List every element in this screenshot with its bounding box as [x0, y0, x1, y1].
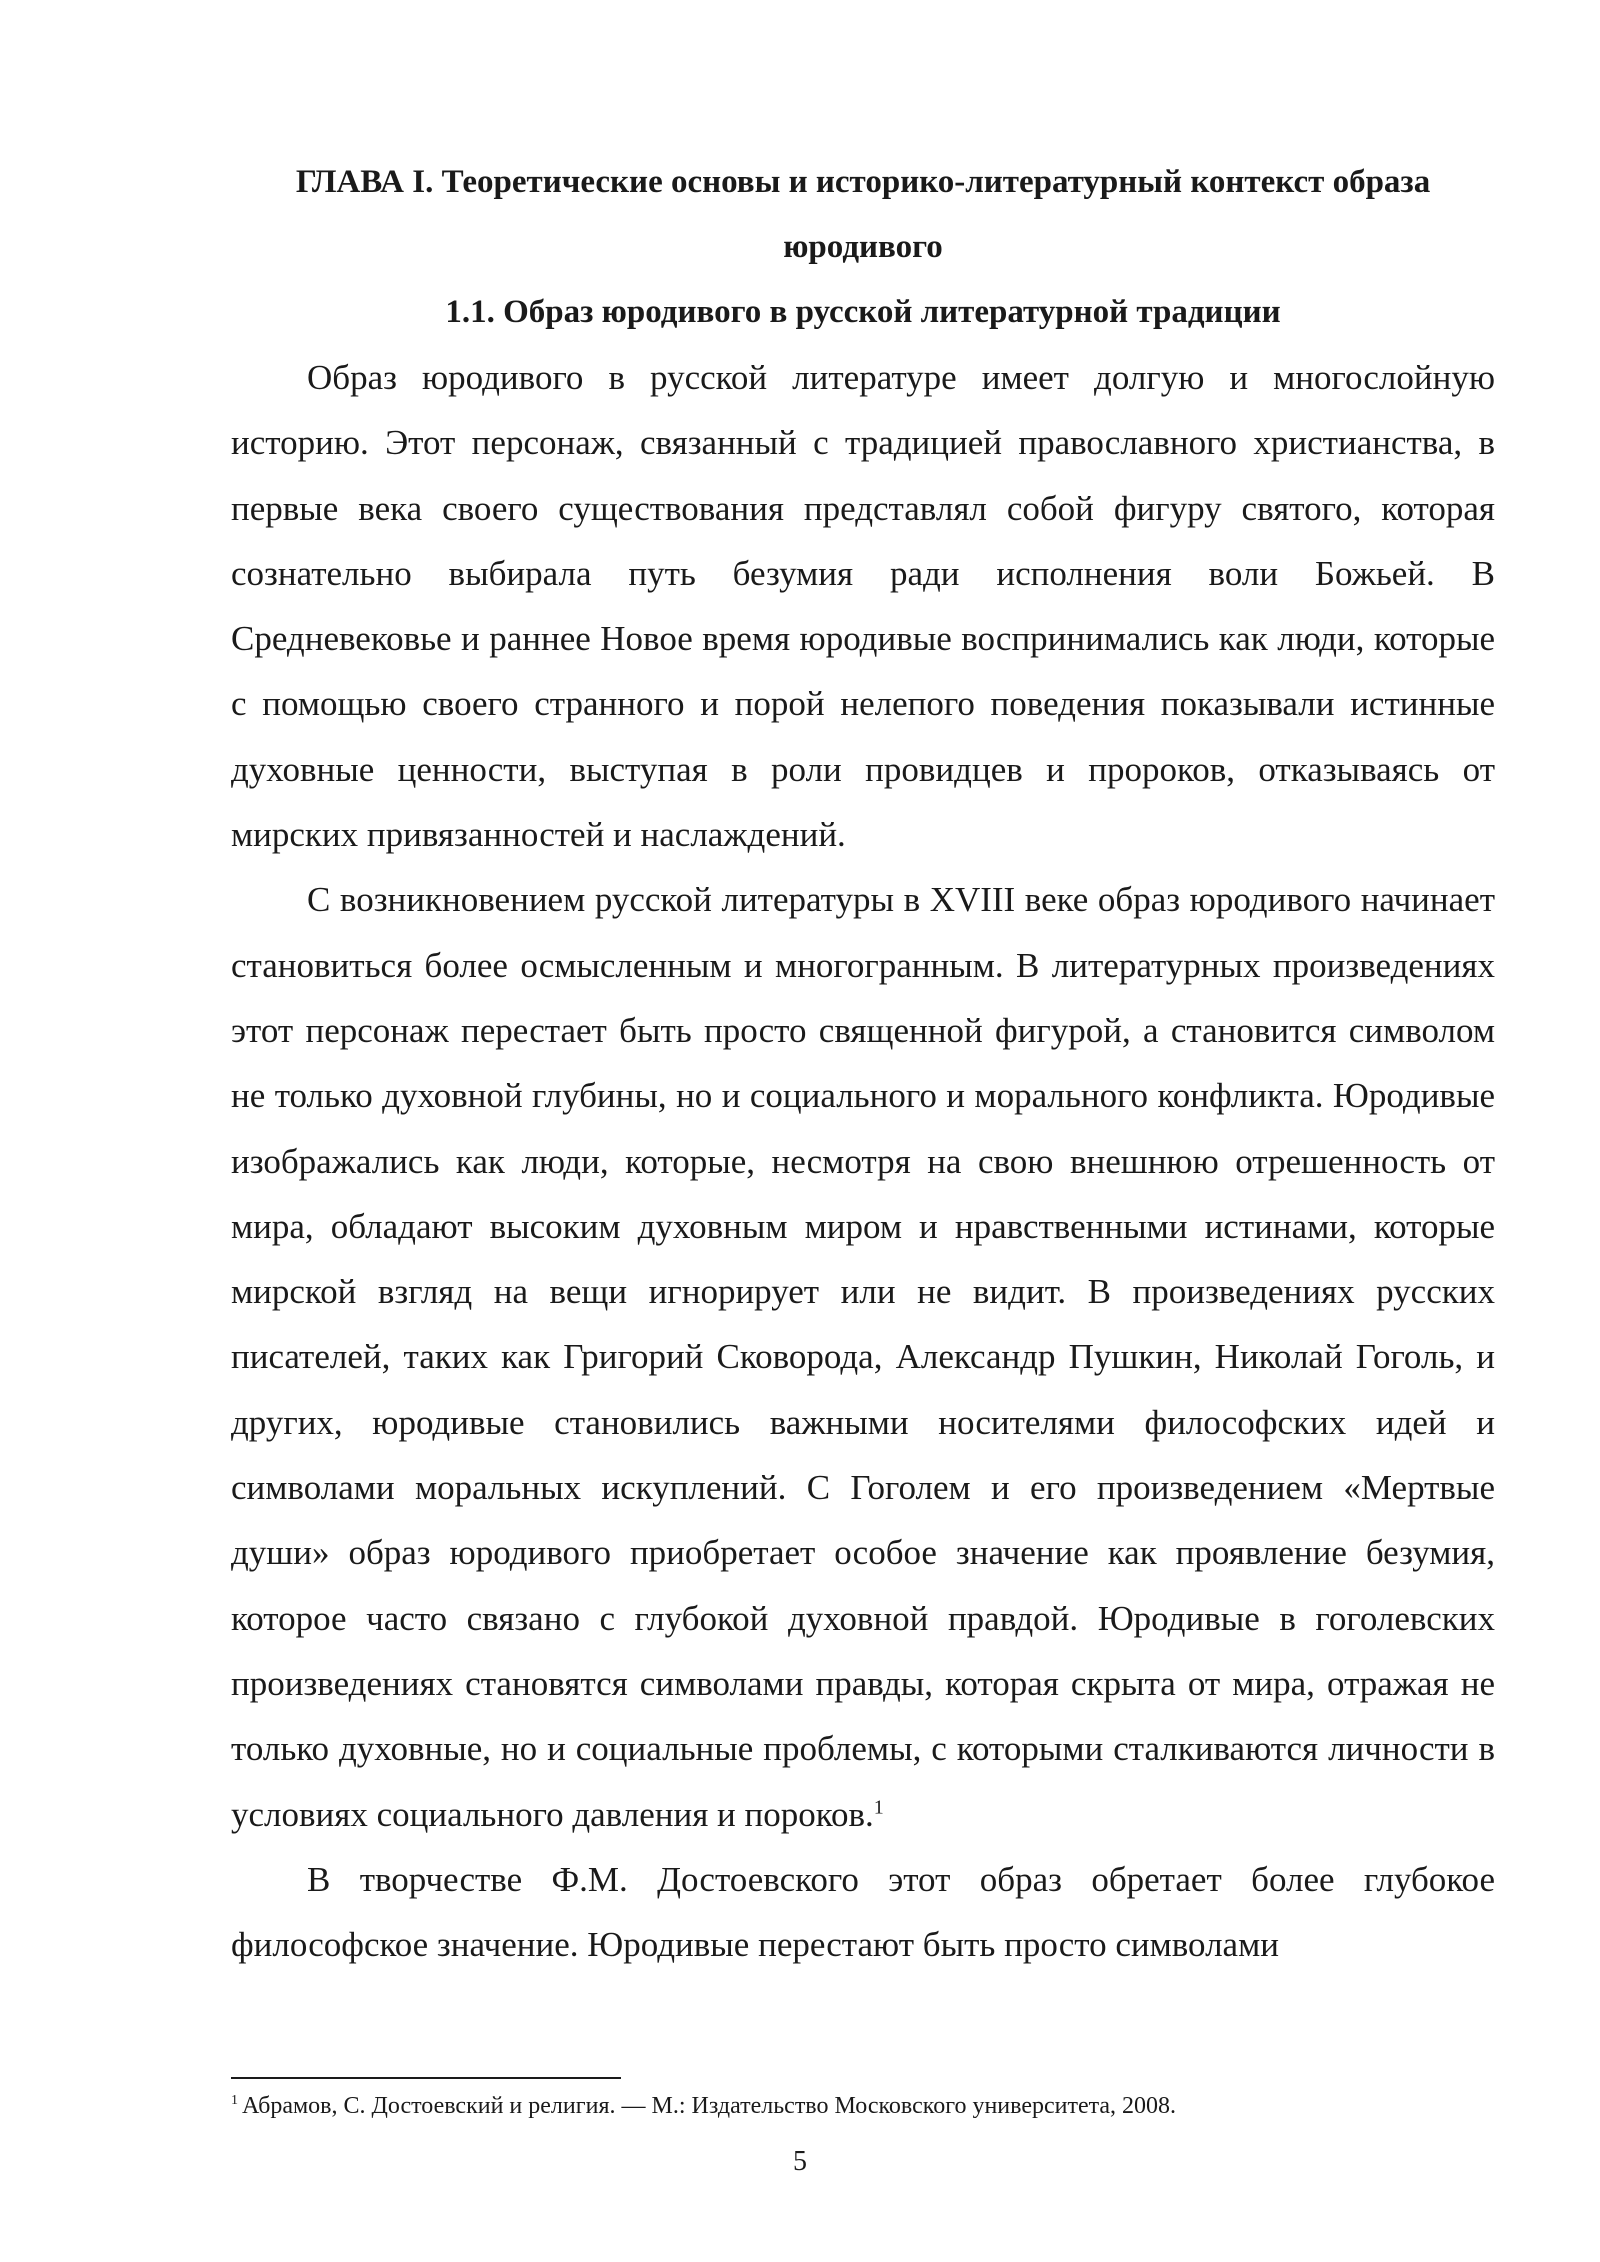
footnote-separator	[231, 2077, 621, 2079]
section-title: 1.1. Образ юродивого в русской литературной традиции	[445, 294, 1281, 330]
footnote	[231, 2090, 1495, 2122]
footnote-number: 1	[231, 2093, 238, 2108]
page-content	[231, 150, 1495, 1977]
footnote-reference[interactable]: 1	[873, 1795, 884, 1818]
chapter-title: ГЛАВА I. Теоретические основы и историко-литературный контекст образа юродивого	[295, 164, 1431, 265]
footnote-text: Абрамов, С. Достоевский и религия. — М.: Издательство Московского университета, 2008.	[242, 2093, 1177, 2119]
paragraph-3: В творчестве Ф.М. Достоевского этот образ обретает более глубокое философское значение. Юродивые перестают быть просто символами	[231, 1859, 1495, 1965]
paragraph-2	[231, 867, 1495, 1846]
page-number: 5	[793, 2146, 807, 2177]
paragraph-1: Образ юродивого в русской литературе имеет долгую и многослойную историю. Этот персонаж, связанный с традицией православного христианства, в первые века своего существования представлял собой фигуру святого, которая сознательно выбирала путь безумия ради исполнения воли Божьей. В Средневековье и раннее Новое время юродивые воспринимались как люди, которые с помощью своего странного и порой нелепого поведения показывали истинные духовные ценности, выступая в роли провидцев и пророков, отказываясь от мирских привязанностей и наслаждений.	[231, 358, 1495, 855]
paragraph-2-text: С возникновением русской литературы в XVIII веке образ юродивого начинает становиться более осмысленным и многогранным. В литературных произведениях этот персонаж перестает быть просто священной фигурой, а становится символом не только духовной глубины, но и социального и морального конфликта. Юродивые изображались как люди, которые, несмотря на свою внешнюю отрешенность от мира, обладают высоким духовным миром и нравственными истинами, которые мирской взгляд на вещи игнорирует или не видит. В произведениях русских писателей, таких как Григорий Сковорода, Александр Пушкин, Николай Гоголь, и других, юродивые становились важными носителями философских идей и символами моральных искуплений. С Гоголем и его произведением «Мертвые души» образ юродивого приобретает особое значение как проявление безумия, которое часто связано с глубокой духовной правдой. Юродивые в гоголевских произведениях становятся символами правды, которая скрыта от мира, отражая не только духовные, но и социальные проблемы, с которыми сталкиваются личности в условиях социального давления и пороков.	[231, 880, 1495, 1834]
